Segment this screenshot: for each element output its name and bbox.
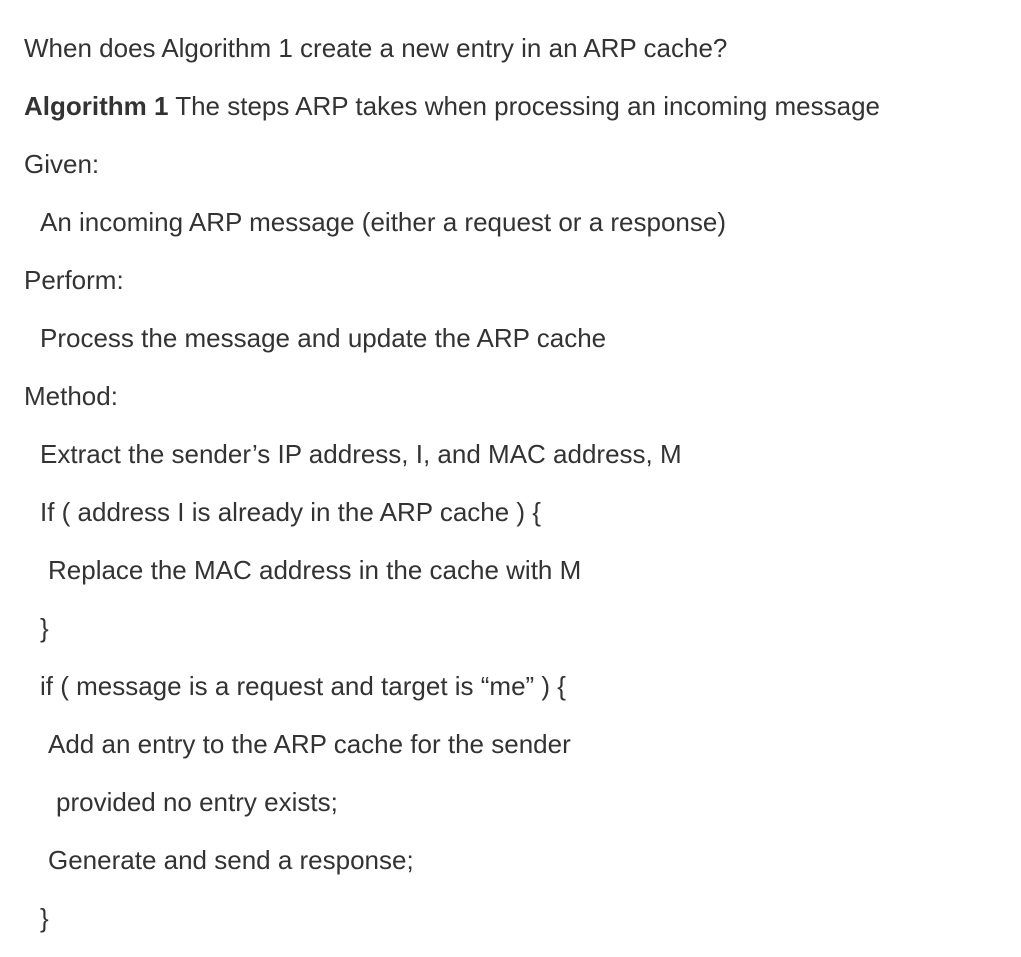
method-line-extract: Extract the sender’s IP address, I, and MAC address, M — [40, 439, 682, 469]
given-text: An incoming ARP message (either a request or a response) — [40, 207, 726, 237]
method-line-provided: provided no entry exists; — [56, 787, 338, 817]
method-line-if-request: if ( message is a request and target is “me” ) { — [40, 671, 566, 701]
perform-text: Process the message and update the ARP cache — [40, 323, 607, 353]
perform-label: Perform: — [24, 265, 124, 295]
method-line-close-brace: } — [40, 613, 49, 643]
method-line-if-cache: If ( address I is already in the ARP cache ) { — [40, 497, 541, 527]
given-label: Given: — [24, 149, 100, 179]
algorithm-heading — [24, 91, 880, 121]
method-line-replace: Replace the MAC address in the cache with M — [48, 555, 582, 585]
algorithm-title: The steps ARP takes when processing an incoming message — [175, 91, 881, 121]
question-text: When does Algorithm 1 create a new entry in an ARP cache? — [24, 33, 728, 63]
method-line-generate: Generate and send a response; — [48, 845, 414, 875]
method-label: Method: — [24, 381, 118, 411]
method-line-final-brace: } — [40, 903, 49, 933]
algorithm-label: Algorithm 1 — [24, 91, 169, 121]
method-line-add-entry: Add an entry to the ARP cache for the sender — [48, 729, 571, 759]
